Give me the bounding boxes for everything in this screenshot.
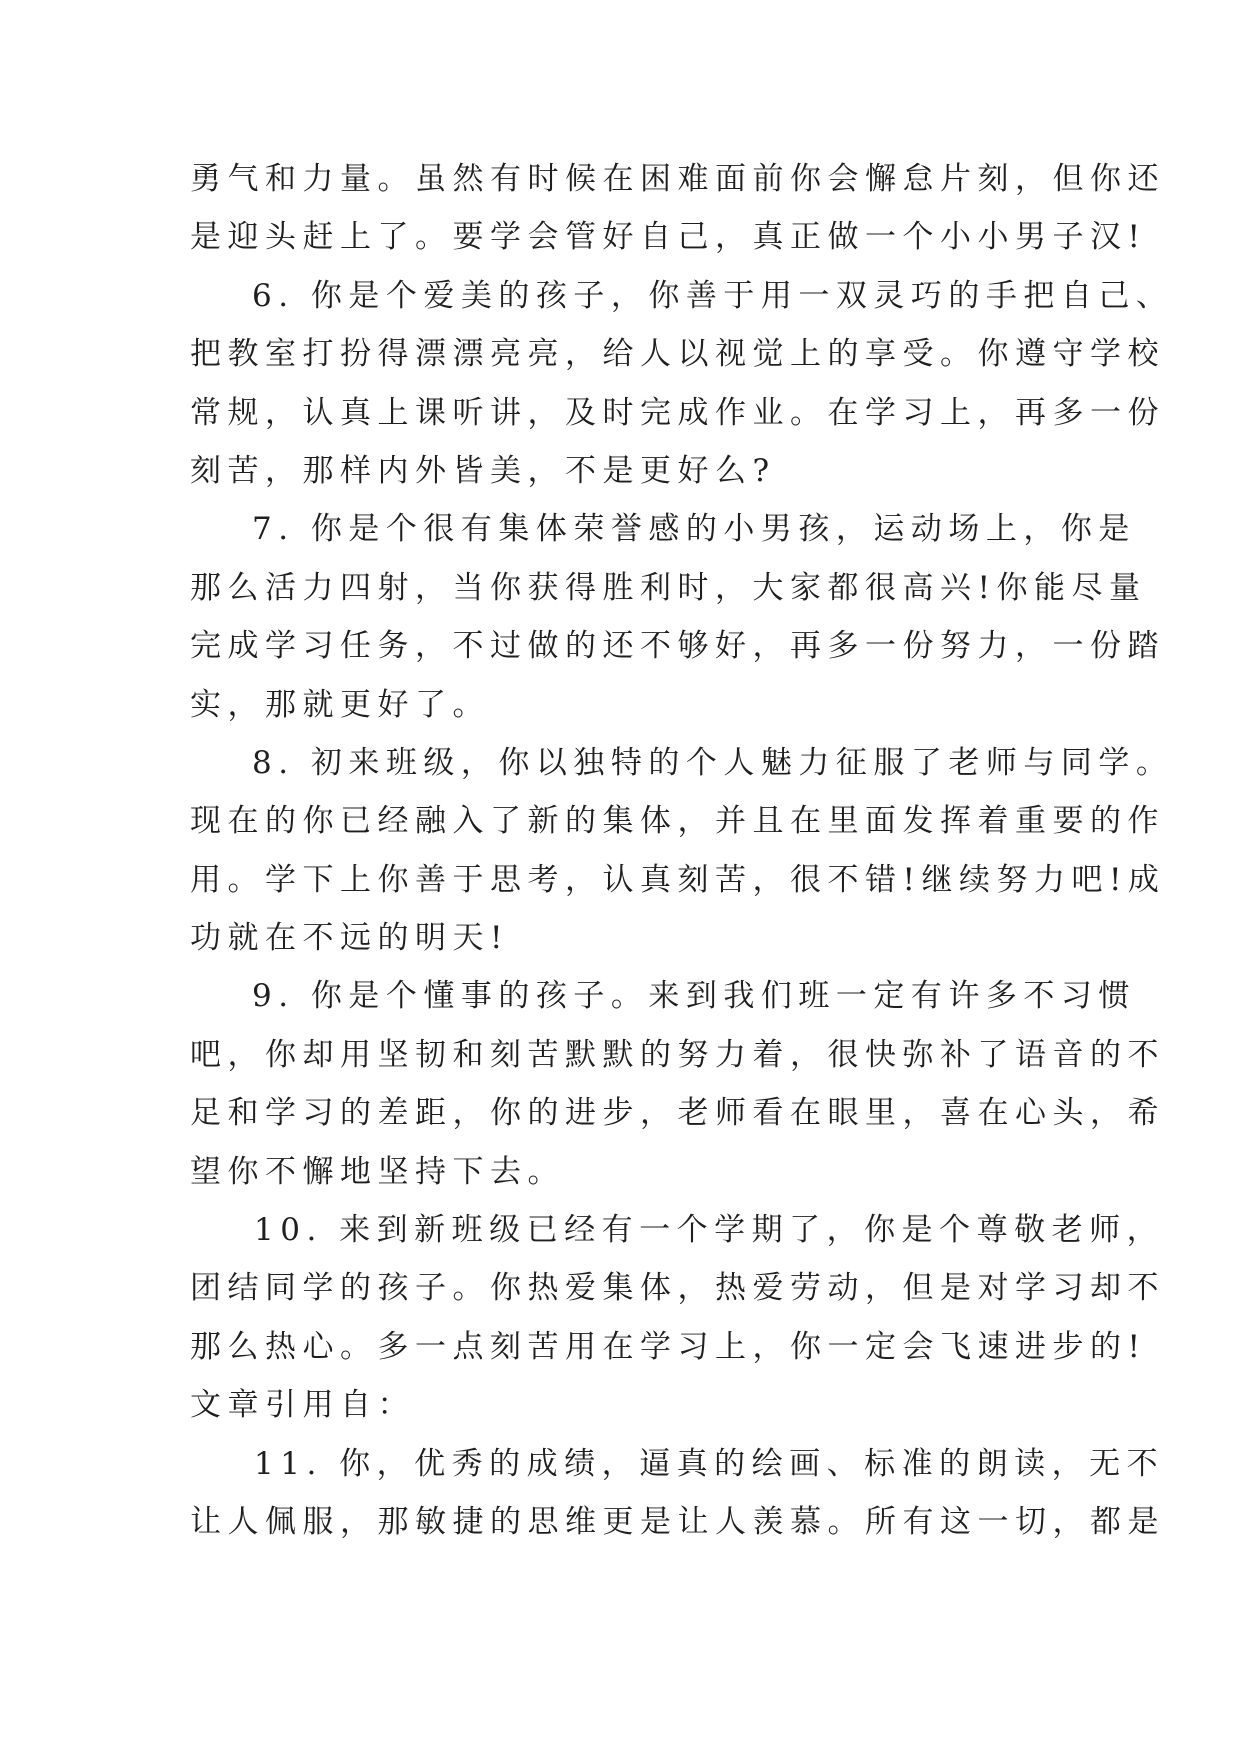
text-line: 文章引用自： [190, 1387, 415, 1424]
text-line: 现在的你已经融入了新的集体，并且在里面发挥着重要的作 [190, 803, 1165, 840]
text-line: 用。学下上你善于思考，认真刻苦，很不错!继续努力吧!成 [190, 861, 1166, 898]
document-page [190, 150, 1174, 1551]
text-line: 把教室打扮得漂漂亮亮，给人以视觉上的享受。你遵守学校 [190, 336, 1165, 373]
text-line: 让人佩服，那敏捷的思维更是让人羡慕。所有这一切，都是 [190, 1503, 1165, 1540]
text-line: 常规，认真上课听讲，及时完成作业。在学习上，再多一份 [190, 394, 1165, 431]
paragraph-start-8: 8. 初来班级，你以独特的个人魅力征服了老师与同学。 [252, 744, 1174, 781]
text-line: 是迎头赶上了。要学会管好自己，真正做一个小小男子汉! [190, 219, 1147, 256]
text-line: 团结同学的孩子。你热爱集体，热爱劳动，但是对学习却不 [190, 1270, 1165, 1307]
paragraph-start-11: 11. 你，优秀的成绩，逼真的绘画、标准的朗读，无不 [254, 1445, 1165, 1482]
text-line: 望你不懈地坚持下去。 [190, 1153, 565, 1190]
text-line: 足和学习的差距，你的进步，老师看在眼里，喜在心头，希 [190, 1095, 1165, 1132]
text-line: 完成学习任务，不过做的还不够好，再多一份努力，一份踏 [190, 628, 1165, 665]
text-line: 勇气和力量。虽然有时候在困难面前你会懈怠片刻，但你还 [190, 161, 1165, 197]
paragraph-start-6: 6. 你是个爱美的孩子，你善于用一双灵巧的手把自己、 [252, 277, 1174, 314]
text-line: 那么热心。多一点刻苦用在学习上，你一定会飞速进步的! [190, 1328, 1147, 1365]
text-line: 那么活力四射，当你获得胜利时，大家都很高兴!你能尽量 [190, 569, 1147, 606]
paragraph-start-7: 7. 你是个很有集体荣誉感的小男孩，运动场上，你是 [252, 511, 1136, 548]
text-line: 刻苦，那样内外皆美，不是更好么? [190, 452, 776, 489]
paragraph-start-10: 10. 来到新班级已经有一个学期了，你是个尊敬老师， [254, 1212, 1165, 1249]
paragraph-start-9: 9. 你是个懂事的孩子。来到我们班一定有许多不习惯 [252, 978, 1136, 1015]
text-line: 吧，你却用坚韧和刻苦默默的努力着，很快弥补了语音的不 [190, 1036, 1165, 1073]
text-line: 实，那就更好了。 [190, 686, 490, 723]
text-line: 功就在不远的明天! [190, 920, 509, 957]
